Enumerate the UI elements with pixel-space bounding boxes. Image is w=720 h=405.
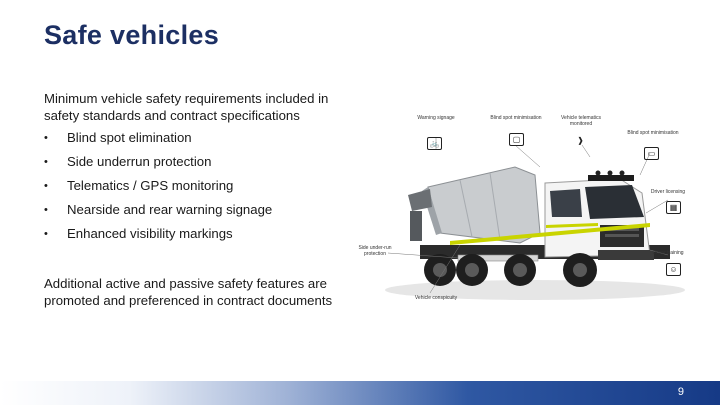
bullet-text: Telematics / GPS monitoring [67, 178, 234, 193]
label-telematics: Vehicle telematics monitored [560, 115, 602, 127]
intro-text: Minimum vehicle safety requirements included in safety standards and contract specifications [44, 91, 329, 123]
bullet-text: Blind spot elimination [67, 130, 192, 145]
label-side-underrun: Side under-run protection [358, 245, 392, 257]
bullet-dot: • [44, 204, 48, 216]
list-item [44, 226, 272, 250]
bullet-dot: • [44, 132, 48, 144]
mirror-icon: ▭ [644, 147, 659, 160]
page-number: 9 [677, 386, 684, 398]
bullet-text: Side underrun protection [67, 154, 212, 169]
list-item [44, 178, 272, 202]
label-driver-training: Driver training [652, 250, 684, 256]
bullet-dot: • [44, 228, 48, 240]
label-vehicle-conspicuity: Vehicle conspicuity [414, 295, 458, 301]
list-item [44, 130, 272, 154]
truck-drawing [350, 105, 720, 315]
bicycle-icon: 🚲 [427, 137, 442, 150]
bullet-dot: • [44, 156, 48, 168]
bullet-text: Nearside and rear warning signage [67, 202, 273, 217]
list-item [44, 154, 272, 178]
bullet-list [44, 130, 272, 250]
slide-title: Safe vehicles [44, 20, 220, 50]
outro-text: Additional active and passive safety features are promoted and preferenced in contract documents [44, 276, 333, 308]
label-driver-licensing: Driver licensing [650, 189, 686, 195]
bullet-text: Enhanced visibility markings [67, 226, 233, 241]
list-item [44, 202, 272, 226]
label-warning-signage: Warning signage [417, 115, 455, 121]
id-card-icon: ▦ [666, 201, 681, 214]
bullet-dot: • [44, 180, 48, 192]
signal-icon: ❱ [577, 136, 584, 145]
truck-illustration [350, 105, 720, 315]
camera-icon: ▢ [509, 133, 524, 146]
driver-icon: ☺ [666, 263, 681, 276]
footer-bar [0, 381, 720, 405]
label-blind-spot-right: Blind spot minimisation [627, 130, 679, 136]
label-blind-spot: Blind spot minimisation [490, 115, 542, 121]
